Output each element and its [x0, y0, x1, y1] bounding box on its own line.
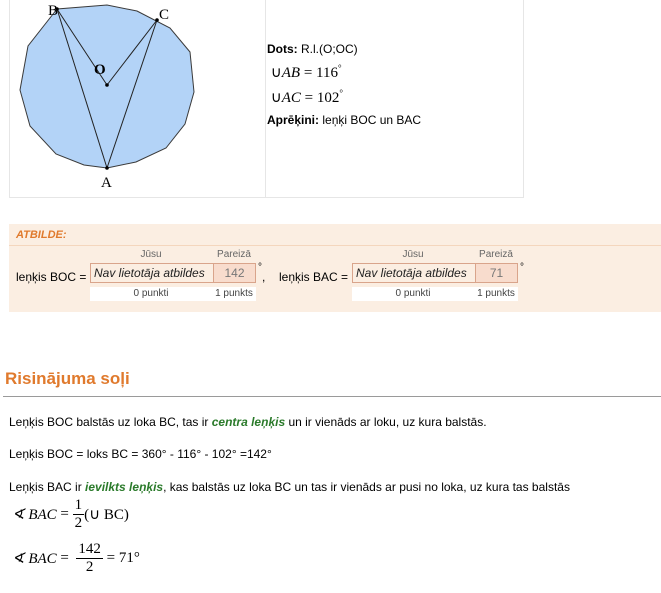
given-section — [267, 41, 358, 108]
step-1-text-b: un ir vienāds ar loku, uz kura balstās. — [285, 415, 487, 429]
task-divider — [265, 0, 266, 197]
point-a — [105, 166, 109, 170]
q2-label: leņķis BAC = — [279, 270, 349, 284]
step-1-term: centra leņķis — [211, 415, 286, 429]
formula-1 — [12, 497, 129, 532]
q1-points-yours: 0 punkti — [133, 288, 169, 299]
q2-given-answer: Nav lietotāja atbildes — [352, 263, 475, 283]
q2-degree: ° — [520, 262, 524, 273]
q2-points-row — [352, 287, 518, 301]
arc-ab-symbol: ∪ — [270, 65, 282, 81]
q1-label: leņķis BOC = — [16, 270, 87, 284]
q1-comma: , — [262, 270, 266, 284]
formula-1-fraction — [73, 497, 85, 532]
given-label: Dots: — [267, 42, 298, 56]
arc-ac-name: AC — [281, 90, 301, 106]
q1-points-correct: 1 punkts — [215, 288, 253, 299]
arc-ab-degree: ° — [337, 63, 342, 73]
formula-2-angle: ∢ BAC — [12, 551, 57, 567]
answer-title: ATBILDE: — [16, 229, 67, 241]
step-3-text-a: Leņķis BAC ir — [9, 480, 86, 494]
calc-section — [267, 113, 421, 127]
formula-1-eq: = — [60, 506, 69, 522]
steps-divider — [3, 396, 661, 397]
step-2: Leņķis BOC = loks BC = 360° - 116° - 102° =142° — [9, 447, 272, 461]
formula-1-rest: (∪ BC) — [84, 507, 129, 523]
q2-correct-answer: 71 — [475, 263, 518, 283]
formula-1-angle: ∢ BAC — [12, 507, 57, 523]
formula-1-den: 2 — [74, 515, 83, 531]
q2-points-yours: 0 punkti — [395, 288, 431, 299]
formula-1-num: 1 — [74, 497, 83, 513]
point-o — [105, 83, 109, 87]
formula-2-eq: = — [60, 550, 69, 566]
label-a: A — [101, 175, 112, 191]
arc-ab-name: AB — [281, 65, 301, 81]
formula-2 — [12, 541, 140, 576]
arc-ab-value: = 116 — [303, 65, 338, 81]
step-1 — [9, 415, 487, 429]
label-c: C — [159, 7, 170, 23]
q1-given-answer: Nav lietotāja atbildes — [90, 263, 213, 283]
calc-text: leņķi BOC un BAC — [322, 113, 422, 127]
q1-col-correct: Pareizā — [217, 249, 251, 260]
calc-label: Aprēķini: — [267, 113, 320, 127]
q2-col-correct: Pareizā — [479, 249, 513, 260]
arc-ac-symbol: ∪ — [270, 90, 282, 106]
formula-2-num: 142 — [78, 541, 101, 557]
step-3 — [9, 480, 570, 494]
q2-col-yours: Jūsu — [402, 249, 424, 260]
q1-correct-answer: 142 — [213, 263, 256, 283]
q1-degree: ° — [258, 262, 262, 273]
step-1-text-a: Leņķis BOC balstās uz loka BC, tas ir — [9, 415, 212, 429]
formula-2-fraction — [76, 541, 103, 576]
step-3-text-b: , kas balstās uz loka BC un tas ir vienāds ar pusi no loka, uz kura tas balstās — [163, 480, 570, 494]
steps-title: Risinājuma soļi — [5, 369, 130, 388]
given-text: R.l.(O;OC) — [301, 42, 358, 56]
q1-points-row — [90, 287, 256, 301]
formula-2-rest: = 71° — [106, 550, 140, 566]
label-b: B — [48, 3, 59, 19]
answer-divider — [9, 245, 661, 246]
step-3-term: ievilkts leņķis — [85, 480, 164, 494]
formula-2-den: 2 — [85, 559, 94, 575]
label-o: O — [94, 62, 106, 78]
circle-figure — [10, 0, 262, 196]
arc-ac-degree: ° — [339, 88, 343, 98]
q2-points-correct: 1 punkts — [477, 288, 515, 299]
q1-col-yours: Jūsu — [140, 249, 162, 260]
arc-ac-value: = 102 — [304, 90, 340, 106]
